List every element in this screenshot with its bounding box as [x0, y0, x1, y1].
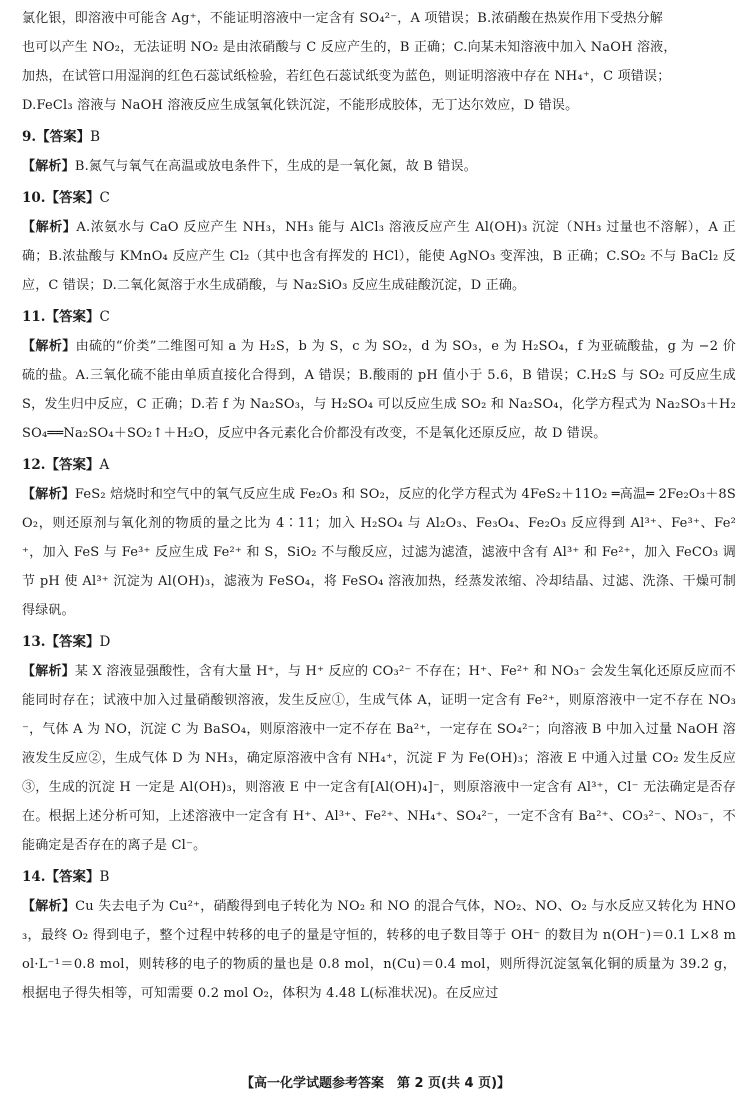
analysis-text: B.氮气与氧气在高温或放电条件下，生成的是一氧化氮，故 B 错误。: [74, 159, 477, 174]
question-number: 9.: [22, 129, 37, 145]
answer-label: 【答案】: [45, 634, 100, 650]
intro-line: 加热，在试管口用湿润的红色石蕊试纸检验，若红色石蕊试纸变为蓝色，则证明溶液中存在 NH₄⁺，C 项错误；: [22, 69, 671, 84]
answer-block-11: [22, 302, 736, 448]
answer-value: A: [99, 457, 110, 473]
analysis-label: 【解析】: [22, 159, 75, 174]
question-number: 11.: [22, 309, 46, 325]
answer-block-14: [22, 862, 736, 1008]
answer-value: B: [90, 129, 101, 145]
answer-block-13: [22, 627, 736, 860]
answer-label: 【答案】: [45, 309, 100, 325]
analysis-label: 【解析】: [22, 487, 75, 502]
answer-line: [22, 450, 736, 480]
answer-label: 【答案】: [45, 457, 100, 473]
analysis-label: 【解析】: [22, 220, 77, 235]
document-page: [22, 4, 736, 1010]
analysis-paragraph: [22, 657, 736, 860]
analysis-paragraph: [22, 892, 736, 1008]
analysis-text: 某 X 溶液显强酸性，含有大量 H⁺，与 H⁺ 反应的 CO₃²⁻ 不存在；H⁺、Fe²⁺ 和 NO₃⁻ 会发生氧化还原反应而不能同时存在；试液中加入过量硝酸钡溶液，发生反应①，生成气体 A，证明一定含有 Fe²⁺，则原溶液中一定不存在 NO₃⁻，气体 A 为 NO，沉淀 C 为 BaSO₄，则原溶液中一定不存在 Ba²⁺，一定存在 SO₄²⁻；向溶液 B 中加入过量 NaOH 溶液发生反应②，生成气体 D 为 NH₃，确定原溶液中含有 NH₄⁺，沉淀 F 为 Fe(OH)₃；溶液 E 中通入过量 CO₂ 发生反应③，生成的沉淀 H 一定是 Al(OH)₃，则溶液 E 中一定含有[Al(OH)₄]⁻，则原溶液中一定含有 Al³⁺，Cl⁻ 无法确定是否存在。根据上述分析可知，上述溶液中一定含有 H⁺、Al³⁺、Fe²⁺、NH₄⁺、SO₄²⁻，一定不含有 Ba²⁺、CO₃²⁻、NO₃⁻，不能确定是否存在的离子是 Cl⁻。: [22, 664, 736, 853]
answer-value: C: [99, 190, 110, 206]
analysis-text: A.浓氨水与 CaO 反应产生 NH₃，NH₃ 能与 AlCl₃ 溶液反应产生 Al(OH)₃ 沉淀（NH₃ 过量也不溶解），A 正确；B.浓盐酸与 KMnO₄ 反应产生 Cl₂（其中也含有挥发的 HCl），能使 AgNO₃ 变浑浊，B 正确；C.SO₂ 不与 BaCl₂ 反应，C 错误；D.二氧化氮溶于水生成硝酸，与 Na₂SiO₃ 反应生成硅酸沉淀，D 正确。: [22, 220, 736, 293]
analysis-label: 【解析】: [22, 339, 76, 354]
analysis-paragraph: [22, 213, 736, 300]
answer-line: [22, 183, 736, 213]
answer-label: 【答案】: [36, 129, 91, 145]
question-number: 12.: [22, 457, 46, 473]
analysis-paragraph: [22, 152, 736, 181]
answer-line: [22, 122, 736, 152]
answer-line: [22, 627, 736, 657]
question-number: 13.: [22, 634, 46, 650]
answer-value: C: [99, 309, 110, 325]
intro-paragraph: [22, 4, 736, 120]
analysis-text: Cu 失去电子为 Cu²⁺，硝酸得到电子转化为 NO₂ 和 NO 的混合气体，NO₂、NO、O₂ 与水反应又转化为 HNO₃，最终 O₂ 得到电子，整个过程中转移的电子的量是守恒的，转移的电子数目等于 OH⁻ 的数目为 n(OH⁻)＝0.1 L×8 mol·L⁻¹＝0.8 mol，则转移的电子的物质的量也是 0.8 mol，n(Cu)＝0.4 mol，则所得沉淀氢氧化铜的质量为 39.2 g，根据电子得失相等，可知需要 0.2 mol O₂，体积为 4.48 L(标准状况)。在反应过: [22, 899, 736, 1001]
intro-line: 也可以产生 NO₂，无法证明 NO₂ 是由浓硝酸与 C 反应产生的，B 正确；C.向某未知溶液中加入 NaOH 溶液，: [22, 40, 677, 55]
answer-block-12: [22, 450, 736, 625]
analysis-paragraph: [22, 332, 736, 448]
answer-value: D: [99, 634, 111, 650]
question-number: 14.: [22, 869, 46, 885]
analysis-text: 由硫的“价类”二维图可知 a 为 H₂S，b 为 S，c 为 SO₂，d 为 SO₃，e 为 H₂SO₄，f 为亚硫酸盐，g 为 −2 价硫的盐。A.三氧化硫不能由单质直接化合得到，A 错误；B.酸雨的 pH 值小于 5.6，B 错误；C.H₂S 与 SO₂ 可反应生成 S，发生归中反应，C 正确；D.若 f 为 Na₂SO₃，与 H₂SO₄ 可以反应生成 SO₂ 和 Na₂SO₄，化学方程式为 Na₂SO₃＋H₂SO₄══Na₂SO₄＋SO₂↑＋H₂O，反应中各元素化合价都没有改变，不是氧化还原反应，故 D 错误。: [22, 339, 736, 441]
analysis-label: 【解析】: [22, 664, 75, 679]
intro-line: 氯化银，即溶液中可能含 Ag⁺，不能证明溶液中一定含有 SO₄²⁻，A 项错误；B.浓硝酸在热炭作用下受热分解: [22, 11, 663, 26]
analysis-text: FeS₂ 焙烧时和空气中的氧气反应生成 Fe₂O₃ 和 SO₂，反应的化学方程式为 4FeS₂＋11O₂ ═高温═ 2Fe₂O₃＋8SO₂，则还原剂与氧化剂的物质的量之比为 4∶11；加入 H₂SO₄ 与 Al₂O₃、Fe₃O₄、Fe₂O₃ 反应得到 Al³⁺、Fe³⁺、Fe²⁺，加入 FeS 与 Fe³⁺ 反应生成 Fe²⁺ 和 S，SiO₂ 不与酸反应，过滤为滤渣，滤液中含有 Al³⁺ 和 Fe²⁺，加入 FeCO₃ 调节 pH 使 Al³⁺ 沉淀为 Al(OH)₃，滤液为 FeSO₄，将 FeSO₄ 溶液加热，经蒸发浓缩、冷却结晶、过滤、洗涤、干燥可制得绿矾。: [22, 487, 736, 618]
answer-line: [22, 862, 736, 892]
answer-line: [22, 302, 736, 332]
answer-block-10: [22, 183, 736, 300]
intro-line: D.FeCl₃ 溶液与 NaOH 溶液反应生成氢氧化铁沉淀，不能形成胶体，无丁达尔效应，D 错误。: [22, 98, 579, 113]
analysis-label: 【解析】: [22, 899, 76, 914]
answer-value: B: [99, 869, 110, 885]
question-number: 10.: [22, 190, 46, 206]
analysis-paragraph: [22, 480, 736, 625]
answer-label: 【答案】: [45, 190, 100, 206]
answer-block-9: [22, 122, 736, 181]
answer-label: 【答案】: [45, 869, 100, 885]
page-footer: 【高一化学试题参考答案 第 2 页(共 4 页)】: [240, 1076, 511, 1091]
